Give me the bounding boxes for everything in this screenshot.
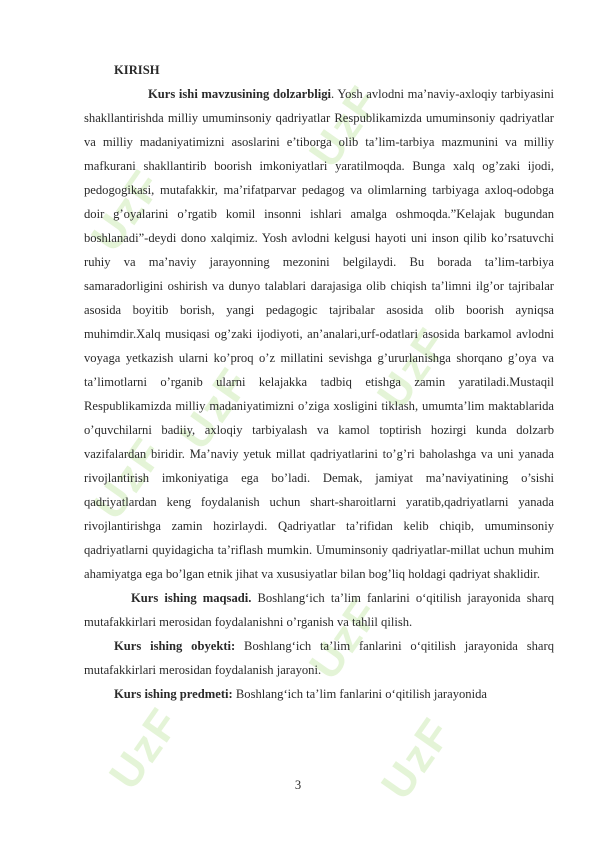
paragraph-label: Kurs ishing maqsadi. — [131, 591, 252, 605]
watermark-logo: UzF — [300, 589, 390, 689]
document-body — [84, 58, 554, 706]
paragraph-text: . Yosh avlodni ma’naviy-axloqiy tarbiyasini shakllantirishda milliy umuminsoniy qadriyatlar Respublikamizda umuminsoniy qadriyatlar va milliy madaniyatimizni asoslarini e’tiborga olib ta’lim-tarbiya mazmunini va milliy mafkurani shakllantirib boorish imkoniyatlari yaratilmoqda. Bunga xalq og’zaki ijodi, pedogogikasi, mutafakkir, ma’rifatparvar pedagog va olimlarning tarbiyaga axloq-odobga doir g’oyalarini o’rgatib komil insonni ishlari amalga oshmoqda.”Kelajak bugundan boshlanadi”-deydi dono xalqimiz. Yosh avlodni kelgusi hayoti uni inson qilib ko’rsatuvchi ruhiy va ma’naviy jarayonning mezonini belgilaydi. Bu borada ta’lim-tarbiya samaradorligini oshirish va dunyo talablari darajasiga olib chiqish ta’limni ilg’or tajribalar asosida boyitib borish, yangi pedagogic tajribalar asosida olib boorish ayniqsa muhimdir.Xalq musiqasi og’zaki ijodiyoti, an’analari,urf-odatlari asosida barkamol avlodni voyaga yetkazish ularni ko’proq o’z millatini sevishga g’ururlanishga shorqano g’oya va ta’limotlarni o’rganib ularni kelajakka tadbiq etishga zamin yaratiladi.Mustaqil Respublikamizda milliy madaniyatimizni o’ziga xosligini tiklash, umumta’lim maktablarida o’quvchilarni badiiy, axloqiy tarbiyalash va kamol toptirish hozirgi kunda dolzarb vazifalardan biridir. Ma’naviy yetuk millat qadriyatlarini to’g’ri baholashga va uni yanada rivojlantirish imkoniyatiga ega bo’ladi. Demak, jamiyat ma’naviyatining o’sishi qadriyatlardan keng foydalanish uchun shart-sharoitlarni yaratib,qadriyatlarni yanada rivojlantirishga zamin hozirlaydi. Qadriyatlar ta’rifidan kelib chiqib, umuminsoniy qadriyatlarni quyidagicha ta’riflash mumkin. Umuminsoniy qadriyatlar-millat uchun muhim ahamiyatga ega bo’lgan etnik jihat va xususiyatlar bilan bog’liq holdagi qadriyat shaklidir. — [84, 87, 554, 581]
watermark-logo: UzF — [372, 709, 462, 809]
paragraph-label: Kurs ishi mavzusining dolzarbligi — [148, 87, 332, 101]
section-heading: KIRISH — [114, 63, 160, 77]
page-number: 3 — [294, 778, 302, 792]
paragraph-subject — [84, 682, 554, 706]
paragraph-goal — [84, 586, 554, 634]
watermark-logo: UzF — [300, 77, 390, 177]
paragraph-label: Kurs ishing predmeti: — [114, 687, 233, 701]
paragraph-text: Boshlang‘ich ta’lim fanlarini o‘qitilish jarayonida sharq mutafakkirlari merosidan foydalanish jarayoni. — [84, 639, 554, 677]
watermark-logo: UzF — [368, 319, 458, 419]
paragraph-text: Boshlang‘ich ta’lim fanlarini o‘qitilish jarayonida sharq mutafakkirlari merosidan foydalanishni o’rganish va tahlil qilish. — [84, 591, 554, 629]
paragraph-object — [84, 634, 554, 682]
paragraph-label: Kurs ishing obyekti: — [114, 639, 236, 653]
watermark-logo: UzF — [170, 359, 260, 459]
paragraph-relevance — [84, 82, 554, 586]
watermark-logo: UzF — [84, 429, 174, 529]
watermark-logo: UzF — [82, 161, 172, 261]
paragraph-text: Boshlang‘ich ta’lim fanlarini o‘qitilish jarayonida — [232, 687, 487, 701]
watermark-logo: UzF — [100, 699, 190, 799]
